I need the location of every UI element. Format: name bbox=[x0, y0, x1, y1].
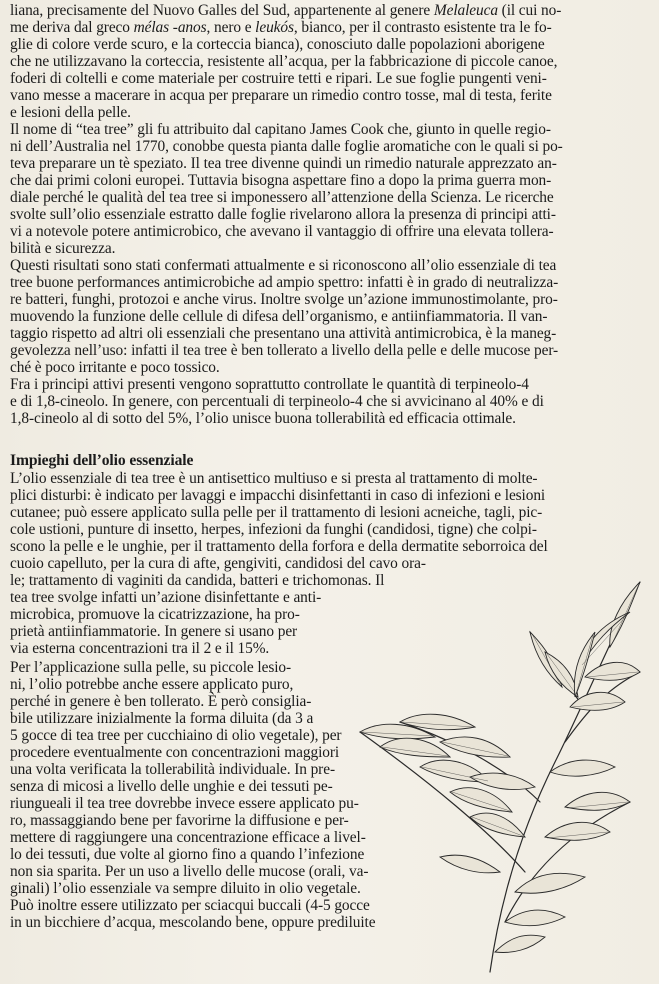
text-line: vi a notevole potere antimicrobico, che avevano il vantaggio di offrire una elevata tollera- bbox=[10, 223, 554, 240]
text-line: ro, massaggiando bene per favorirne la diffusione e per- bbox=[10, 812, 349, 829]
text-line: e di 1,8-cineolo. In genere, con percentuali di terpineolo-4 che si avvicinano al 40% e di bbox=[10, 393, 544, 410]
tea-tree-branch-illustration bbox=[340, 572, 652, 977]
text-line: Il nome di “tea tree” gli fu attribuito dal capitano James Cook che, giunto in quelle regio- bbox=[10, 121, 551, 138]
text-line: prietà antiinfiammatorie. In genere si usano per bbox=[10, 623, 298, 640]
text-line: e lesioni della pelle. bbox=[10, 104, 131, 121]
text-line: senza di micosi a livello delle unghie e dei tessuti pe- bbox=[10, 778, 333, 795]
text-line: me deriva dal greco mélas -anos, nero e leukós, bianco, per il contrasto esistente tra le fo- bbox=[10, 19, 552, 36]
text-line: tree buone performances antimicrobiche ad ampio spettro: infatti è in grado di neutralizza- bbox=[10, 274, 559, 291]
text-line: ginali) l’olio essenziale va sempre diluito in olio vegetale. bbox=[10, 880, 361, 897]
text-line: Fra i principi attivi presenti vengono soprattutto controllate le quantità di terpineolo-4 bbox=[10, 376, 529, 393]
text-line: vano messe a macerare in acqua per preparare un rimedio contro tosse, mal di testa, ferite bbox=[10, 87, 552, 104]
text-line: gevolezza nell’uso: infatti il tea tree è ben tollerato a livello della pelle e delle mucose per- bbox=[10, 342, 559, 359]
text-line: plici disturbi: è indicato per lavaggi e impacchi disinfettanti in caso di infezioni e lesioni bbox=[10, 487, 546, 504]
text-line: re batteri, funghi, protozoi e anche virus. Inoltre svolge un’azione immunostimolante, pro- bbox=[10, 291, 558, 308]
text-line: svolte sull’olio essenziale estratto dalle foglie rivelarono allora la presenza di principi atti- bbox=[10, 206, 556, 223]
text-line: scono la pelle e le unghie, per il trattamento della forfora e della dermatite seborroica del bbox=[10, 538, 548, 555]
text-line: ni dell’Australia nel 1770, conobbe questa pianta dalle foglie aromatiche con le quali si po- bbox=[10, 138, 563, 155]
text-line: microbica, promuove la cicatrizzazione, ha pro- bbox=[10, 606, 300, 623]
text-line: bile utilizzare inizialmente la forma diluita (da 3 a bbox=[10, 710, 314, 727]
text-line: procedere eventualmente con concentrazioni maggiori bbox=[10, 744, 340, 761]
text-line: che dai primi coloni europei. Tuttavia bisogna aspettare fino a dopo la prima guerra mon- bbox=[10, 172, 552, 189]
section-heading: Impieghi dell’olio essenziale bbox=[10, 452, 194, 469]
text-line: foderi di coltelli e come materiale per costruire tetti e ripari. Le sue foglie pungenti veni- bbox=[10, 70, 547, 87]
text-line: teva preparare un tè speziato. Il tea tree divenne quindi un rimedio naturale apprezzato an- bbox=[10, 155, 557, 172]
text-line: 1,8-cineolo al di sotto del 5%, l’olio unisce buona tollerabilità ed efficacia ottimale. bbox=[10, 410, 516, 427]
text-line: diale perché le qualità del tea tree si imponessero all’attenzione della Scienza. Le ricerche bbox=[10, 189, 554, 206]
text-line: liana, precisamente del Nuovo Galles del Sud, appartenente al genere Melaleuca (il cui no- bbox=[10, 2, 562, 19]
text-line: Questi risultati sono stati confermati attualmente e si riconoscono all’olio essenziale di tea bbox=[10, 257, 557, 274]
text-line: riungueali il tea tree dovrebbe invece essere applicato pu- bbox=[10, 795, 359, 812]
text-line: una volta verificata la tollerabilità individuale. In pre- bbox=[10, 761, 335, 778]
text-line: cole ustioni, punture di insetto, herpes, infezioni da funghi (candidosi, tigne) che colpi- bbox=[10, 521, 537, 538]
text-line: 5 gocce di tea tree per cucchiaino di olio vegetale), per bbox=[10, 727, 342, 744]
text-line: perché in genere è ben tollerato. È però consiglia- bbox=[10, 693, 312, 710]
text-line: lo dei tessuti, due volte al giorno fino a quando l’infezione bbox=[10, 846, 365, 863]
text-line: Per l’applicazione sulla pelle, su piccole lesio- bbox=[10, 659, 292, 676]
text-line: le; trattamento di vaginiti da candida, batteri e trichomonas. Il bbox=[10, 572, 385, 589]
text-line: Può inoltre essere utilizzato per sciacqui buccali (4-5 gocce bbox=[10, 897, 370, 914]
text-line: non sia sparita. Per un uso a livello delle mucose (orali, va- bbox=[10, 863, 369, 880]
text-line: che ne utilizzavano la corteccia, resistente all’acqua, per la fabbricazione di piccole canoe, bbox=[10, 53, 558, 70]
text-line: mettere di raggiungere una concentrazione efficace a livel- bbox=[10, 829, 366, 846]
text-line: ni, l’olio potrebbe anche essere applicato puro, bbox=[10, 676, 294, 693]
text-line: tea tree svolge infatti un’azione disinfettante e anti- bbox=[10, 589, 322, 606]
text-line: cutanee; può essere applicato sulla pelle per il trattamento di lesioni acneiche, tagli, pic- bbox=[10, 504, 543, 521]
text-line: glie di colore verde scuro, e la corteccia bianca), conosciuto dalle popolazioni aborigene bbox=[10, 36, 545, 53]
text-line: in un bicchiere d’acqua, mescolando bene, oppure prediluite bbox=[10, 914, 376, 931]
text-line: bilità e sicurezza. bbox=[10, 240, 116, 257]
text-line: cuoio capelluto, per la cura di afte, gengiviti, candidosi del cavo ora- bbox=[10, 555, 426, 572]
text-line: via esterna concentrazioni tra il 2 e il 15%. bbox=[10, 640, 270, 657]
text-line: taggio rispetto ad altri oli essenziali che presentano una attività antimicrobica, è la maneg- bbox=[10, 325, 557, 342]
text-line: muovendo la funzione delle cellule di difesa dell’organismo, e antiinfiammatoria. Il van- bbox=[10, 308, 548, 325]
text-line: L’olio essenziale di tea tree è un antisettico multiuso e si presta al trattamento di molte- bbox=[10, 470, 538, 487]
text-line: ché è poco irritante e poco tossico. bbox=[10, 359, 220, 376]
